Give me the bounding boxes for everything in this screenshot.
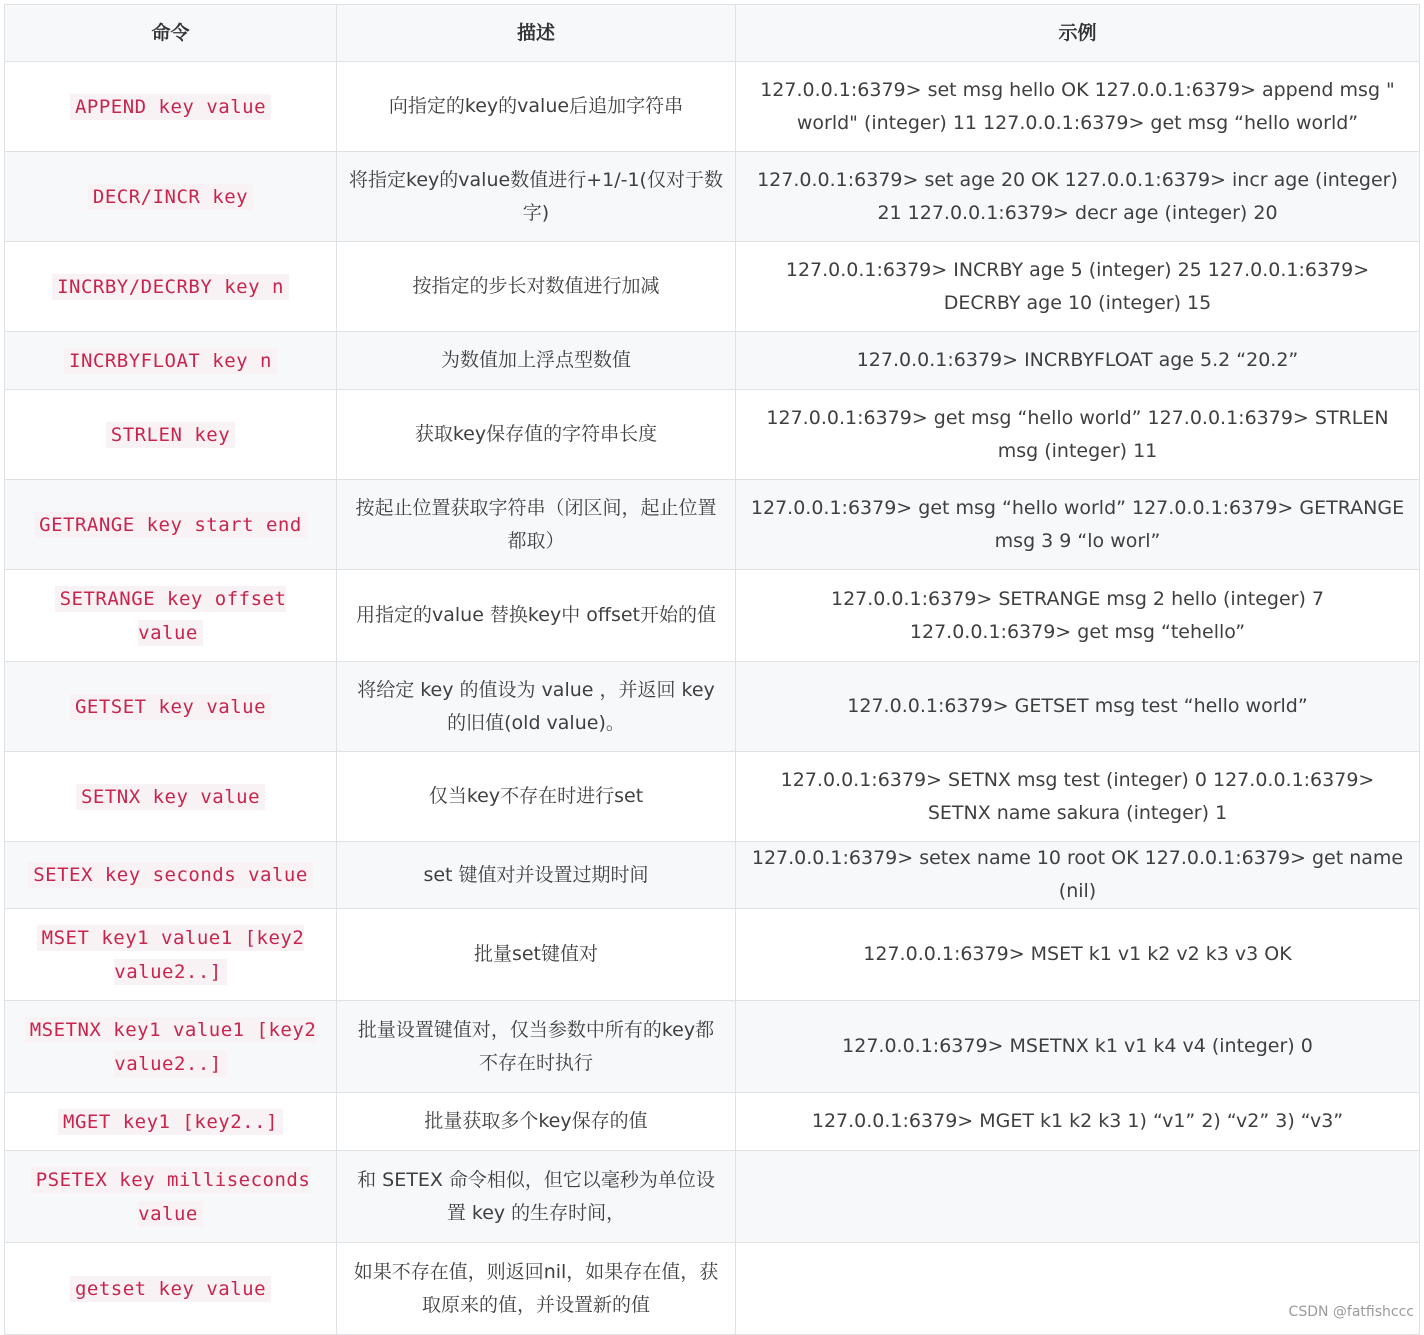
table-row [5,1243,1420,1335]
table-row [5,842,1420,909]
example-cell: 127.0.0.1:6379> set msg hello OK 127.0.0.1:6379> append msg " world" (integer) 11 127.0.0.1:6379> get msg “hello world” [736,62,1420,152]
example-cell: 127.0.0.1:6379> set age 20 OK 127.0.0.1:6379> incr age (integer) 21 127.0.0.1:6379> decr age (integer) 20 [736,152,1420,242]
header-row [5,5,1420,62]
description-cell: 向指定的key的value后追加字符串 [337,62,736,152]
command-cell [5,842,337,909]
command-cell [5,1151,337,1243]
description-cell: 和 SETEX 命令相似，但它以毫秒为单位设置 key 的生存时间， [337,1151,736,1243]
command-cell [5,1001,337,1093]
table-row [5,390,1420,480]
command-cell [5,480,337,570]
description-cell: 将给定 key 的值设为 value ，并返回 key 的旧值(old value)。 [337,662,736,752]
table-row [5,242,1420,332]
command-cell [5,752,337,842]
redis-string-commands-table [4,4,1420,1335]
header-example: 示例 [736,5,1420,62]
command-code: GETRANGE key start end [34,512,307,538]
description-cell: 批量set键值对 [337,909,736,1001]
example-cell: 127.0.0.1:6379> INCRBY age 5 (integer) 25 127.0.0.1:6379> DECRBY age 10 (integer) 15 [736,242,1420,332]
command-cell [5,152,337,242]
command-cell [5,390,337,480]
command-code: SETRANGE key offset value [55,586,287,646]
table-row [5,909,1420,1001]
table-row [5,570,1420,662]
example-cell: 127.0.0.1:6379> setex name 10 root OK 127.0.0.1:6379> get name (nil) [736,842,1420,909]
description-cell: 将指定key的value数值进行+1/-1(仅对于数字) [337,152,736,242]
table-row [5,152,1420,242]
table-row [5,1151,1420,1243]
command-code: STRLEN key [106,422,235,448]
example-cell: 127.0.0.1:6379> get msg “hello world” 127.0.0.1:6379> STRLEN msg (integer) 11 [736,390,1420,480]
example-cell [736,1243,1420,1335]
command-cell [5,62,337,152]
command-cell [5,332,337,390]
description-cell: 为数值加上浮点型数值 [337,332,736,390]
example-cell: 127.0.0.1:6379> get msg “hello world” 127.0.0.1:6379> GETRANGE msg 3 9 “lo worl” [736,480,1420,570]
table-row [5,1093,1420,1151]
command-code: SETNX key value [76,784,265,810]
example-cell: 127.0.0.1:6379> SETRANGE msg 2 hello (integer) 7 127.0.0.1:6379> get msg “tehello” [736,570,1420,662]
description-cell: 批量获取多个key保存的值 [337,1093,736,1151]
command-cell [5,1243,337,1335]
command-code: INCRBY/DECRBY key n [52,274,289,300]
description-cell: 用指定的value 替换key中 offset开始的值 [337,570,736,662]
table-row [5,662,1420,752]
example-cell: 127.0.0.1:6379> MSETNX k1 v1 k4 v4 (integer) 0 [736,1001,1420,1093]
command-code: MSET key1 value1 [key2 value2..] [37,925,305,985]
description-cell: 获取key保存值的字符串长度 [337,390,736,480]
description-cell: 按指定的步长对数值进行加减 [337,242,736,332]
command-cell [5,662,337,752]
command-code: MSETNX key1 value1 [key2 value2..] [25,1017,317,1077]
watermark: CSDN @fatfishccc [1288,1304,1414,1320]
command-code: SETEX key seconds value [28,862,313,888]
command-code: GETSET key value [70,694,271,720]
header-command: 命令 [5,5,337,62]
command-code: DECR/INCR key [88,184,253,210]
description-cell: 仅当key不存在时进行set [337,752,736,842]
example-cell: 127.0.0.1:6379> SETNX msg test (integer) 0 127.0.0.1:6379> SETNX name sakura (integer) 1 [736,752,1420,842]
table-row [5,62,1420,152]
description-cell: set 键值对并设置过期时间 [337,842,736,909]
table-row [5,1001,1420,1093]
example-cell: 127.0.0.1:6379> MSET k1 v1 k2 v2 k3 v3 OK [736,909,1420,1001]
command-code: PSETEX key milliseconds value [31,1167,311,1227]
command-cell [5,570,337,662]
table-row [5,752,1420,842]
table-row [5,332,1420,390]
example-cell: 127.0.0.1:6379> GETSET msg test “hello world” [736,662,1420,752]
description-cell: 如果不存在值，则返回nil，如果存在值，获取原来的值，并设置新的值 [337,1243,736,1335]
command-cell [5,909,337,1001]
command-cell [5,1093,337,1151]
example-cell: 127.0.0.1:6379> INCRBYFLOAT age 5.2 “20.2” [736,332,1420,390]
command-code: APPEND key value [70,94,271,120]
command-cell [5,242,337,332]
table-row [5,480,1420,570]
command-code: INCRBYFLOAT key n [64,348,277,374]
command-code: MGET key1 [key2..] [58,1109,283,1135]
description-cell: 按起止位置获取字符串（闭区间，起止位置都取） [337,480,736,570]
header-description: 描述 [337,5,736,62]
example-cell: 127.0.0.1:6379> MGET k1 k2 k3 1) “v1” 2) “v2” 3) “v3” [736,1093,1420,1151]
command-code: getset key value [70,1276,271,1302]
description-cell: 批量设置键值对，仅当参数中所有的key都不存在时执行 [337,1001,736,1093]
example-cell [736,1151,1420,1243]
